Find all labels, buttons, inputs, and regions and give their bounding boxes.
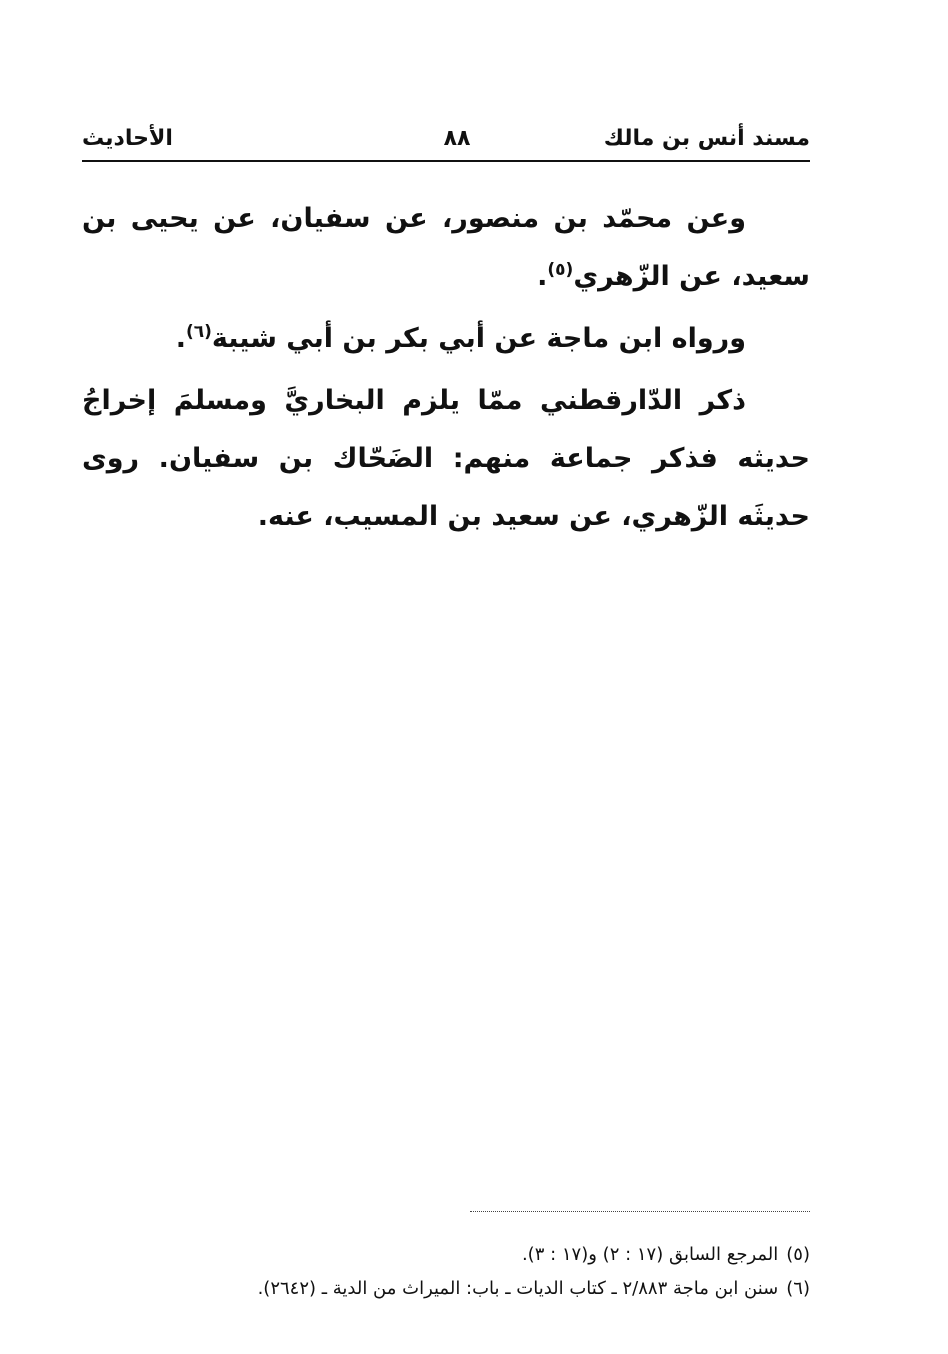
paragraph-2-text: ورواه ابن ماجة عن أبي بكر بن أبي شيبة [211, 323, 746, 354]
footnote-6-number: (٦) [786, 1278, 810, 1299]
paragraph-3-text: ذكر الدّارقطني ممّا يلزم البخاريَّ ومسلمَ إخراجُ حديثه فذكر جماعة منهم: الضَحّاك بن سفيان. روى حديثَه الزّهري، عن سعيد بن المسيب، عنه. [82, 385, 810, 532]
paragraph-1 [82, 190, 810, 306]
footnote-5 [82, 1238, 810, 1272]
page-number: ٨٨ [443, 126, 471, 151]
footnote-separator [470, 1211, 810, 1212]
footnote-5-number: (٥) [786, 1244, 810, 1265]
page-header [82, 118, 810, 158]
main-text [82, 190, 810, 546]
paragraph-1-text: وعن محمّد بن منصور، عن سفيان، عن يحيى بن سعيد، عن الزّهري [82, 203, 810, 292]
footnote-6-text: سنن ابن ماجة ٢/٨٨٣ ـ كتاب الديات ـ باب: الميراث من الدية ـ (٢٦٤٢). [257, 1278, 779, 1299]
paragraph-3 [82, 372, 810, 546]
footnote-ref-5[interactable]: (٥) [547, 260, 574, 280]
paragraph-2 [82, 310, 810, 368]
header-rule [82, 160, 810, 162]
running-head-book-title: مسند أنس بن مالك [603, 126, 810, 151]
paragraph-2-end: . [175, 323, 186, 354]
footnote-6 [82, 1272, 810, 1306]
running-head-section-title: الأحاديث [82, 126, 173, 151]
footnotes [82, 1238, 810, 1306]
footnote-ref-6[interactable]: (٦) [185, 322, 212, 342]
paragraph-1-end: . [537, 261, 548, 292]
footnote-5-text: المرجع السابق (١٧ : ٢) و(١٧ : ٣). [521, 1244, 779, 1265]
